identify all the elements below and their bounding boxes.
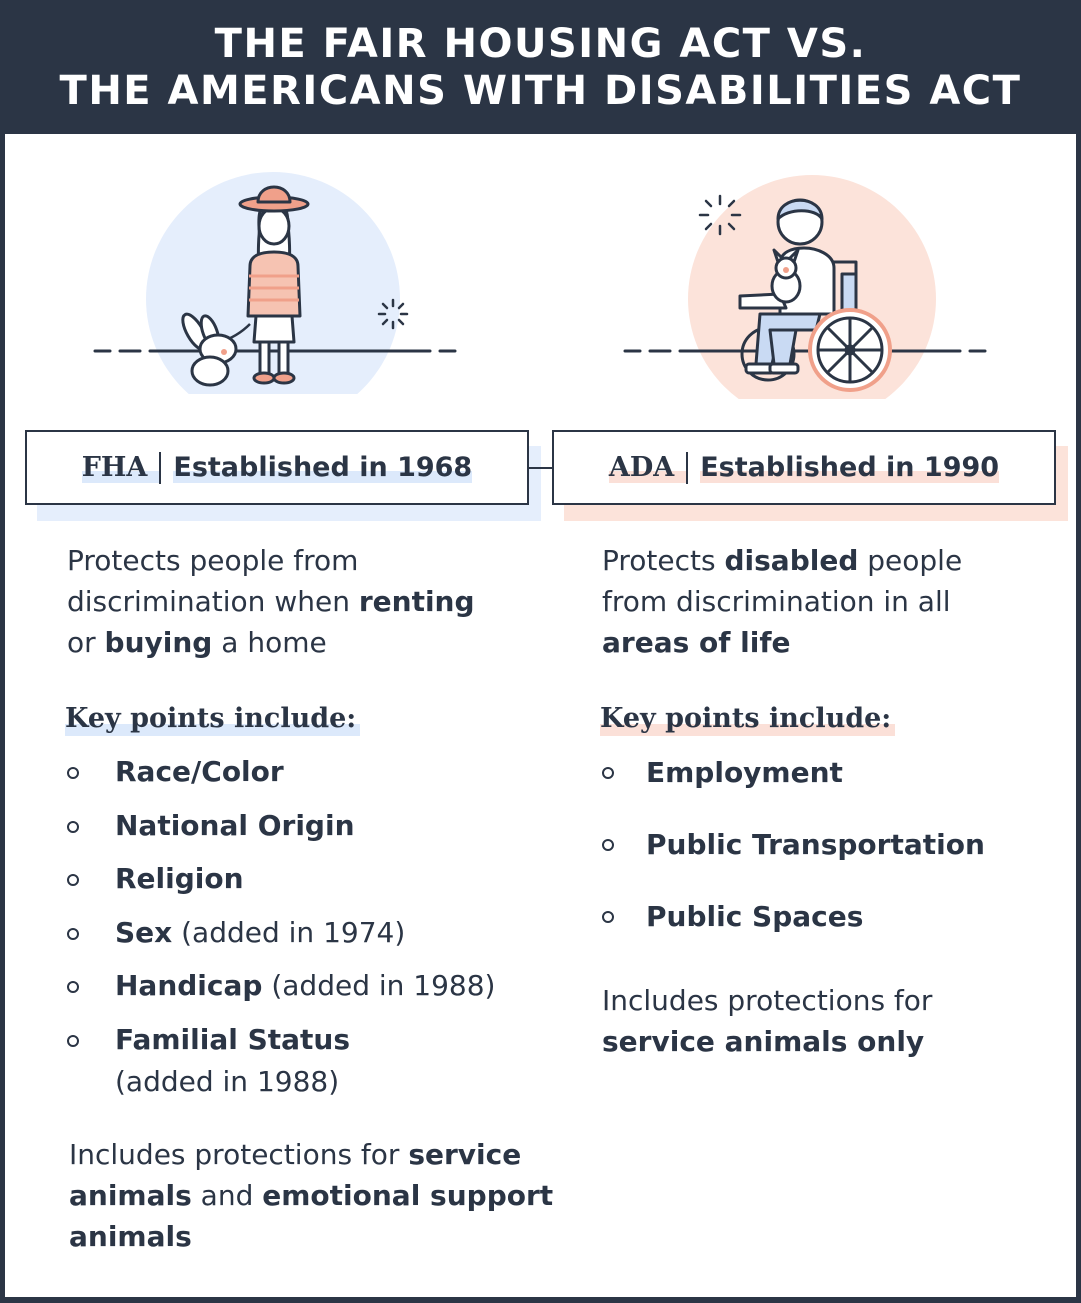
fha-key-points-heading: Key points include: <box>65 702 360 736</box>
ada-point: Public Spaces <box>646 900 864 933</box>
ada-illustration <box>620 164 1000 399</box>
fha-bullet <box>67 821 79 833</box>
fha-bullet <box>67 981 79 993</box>
ada-bullet <box>602 839 614 851</box>
fha-point: National Origin <box>115 809 355 842</box>
header <box>0 0 1081 134</box>
ada-bullet <box>602 767 614 779</box>
fha-animals-text: Includes protections for service animals and emotional support animals <box>69 1138 554 1253</box>
fha-divider <box>159 452 161 484</box>
fha-bullet <box>67 1035 79 1047</box>
header-title-line-1: THE FAIR HOUSING ACT VS. <box>214 21 867 67</box>
ada-acronym: ADA <box>609 452 686 483</box>
sparkle-icon <box>700 196 740 234</box>
ada-animals-text: Includes protections for service animals only <box>602 984 933 1058</box>
banner-connector <box>529 467 552 469</box>
ada-point: Public Transportation <box>646 828 985 861</box>
ada-bullet <box>602 911 614 923</box>
fha-bullet <box>67 874 79 886</box>
fha-point: Handicap (added in 1988) <box>115 969 496 1002</box>
fha-point: Religion <box>115 862 244 895</box>
fha-point-note: (added in 1988) <box>115 1065 340 1098</box>
ada-established: Established in 1990 <box>700 452 1000 483</box>
ada-description: Protects disabled people from discrimination in all areas of life <box>602 544 963 659</box>
fha-point: Familial Status <box>115 1023 351 1056</box>
comparison-card <box>5 134 1076 1297</box>
fha-point: Race/Color <box>115 755 284 788</box>
ada-point: Employment <box>646 756 843 789</box>
ada-divider <box>686 452 688 484</box>
header-title-line-2: THE AMERICANS WITH DISABILITIES ACT <box>59 68 1022 114</box>
fha-bullet <box>67 767 79 779</box>
fha-bullet <box>67 928 79 940</box>
fha-established: Established in 1968 <box>173 452 473 483</box>
fha-illustration <box>90 164 470 394</box>
fha-acronym: FHA <box>82 452 160 483</box>
fha-description: Protects people from discrimination when renting or buying a home <box>67 544 475 659</box>
ada-banner <box>552 430 1056 505</box>
fha-point: Sex (added in 1974) <box>115 916 406 949</box>
fha-banner <box>25 430 529 505</box>
ada-key-points-heading: Key points include: <box>600 702 895 736</box>
